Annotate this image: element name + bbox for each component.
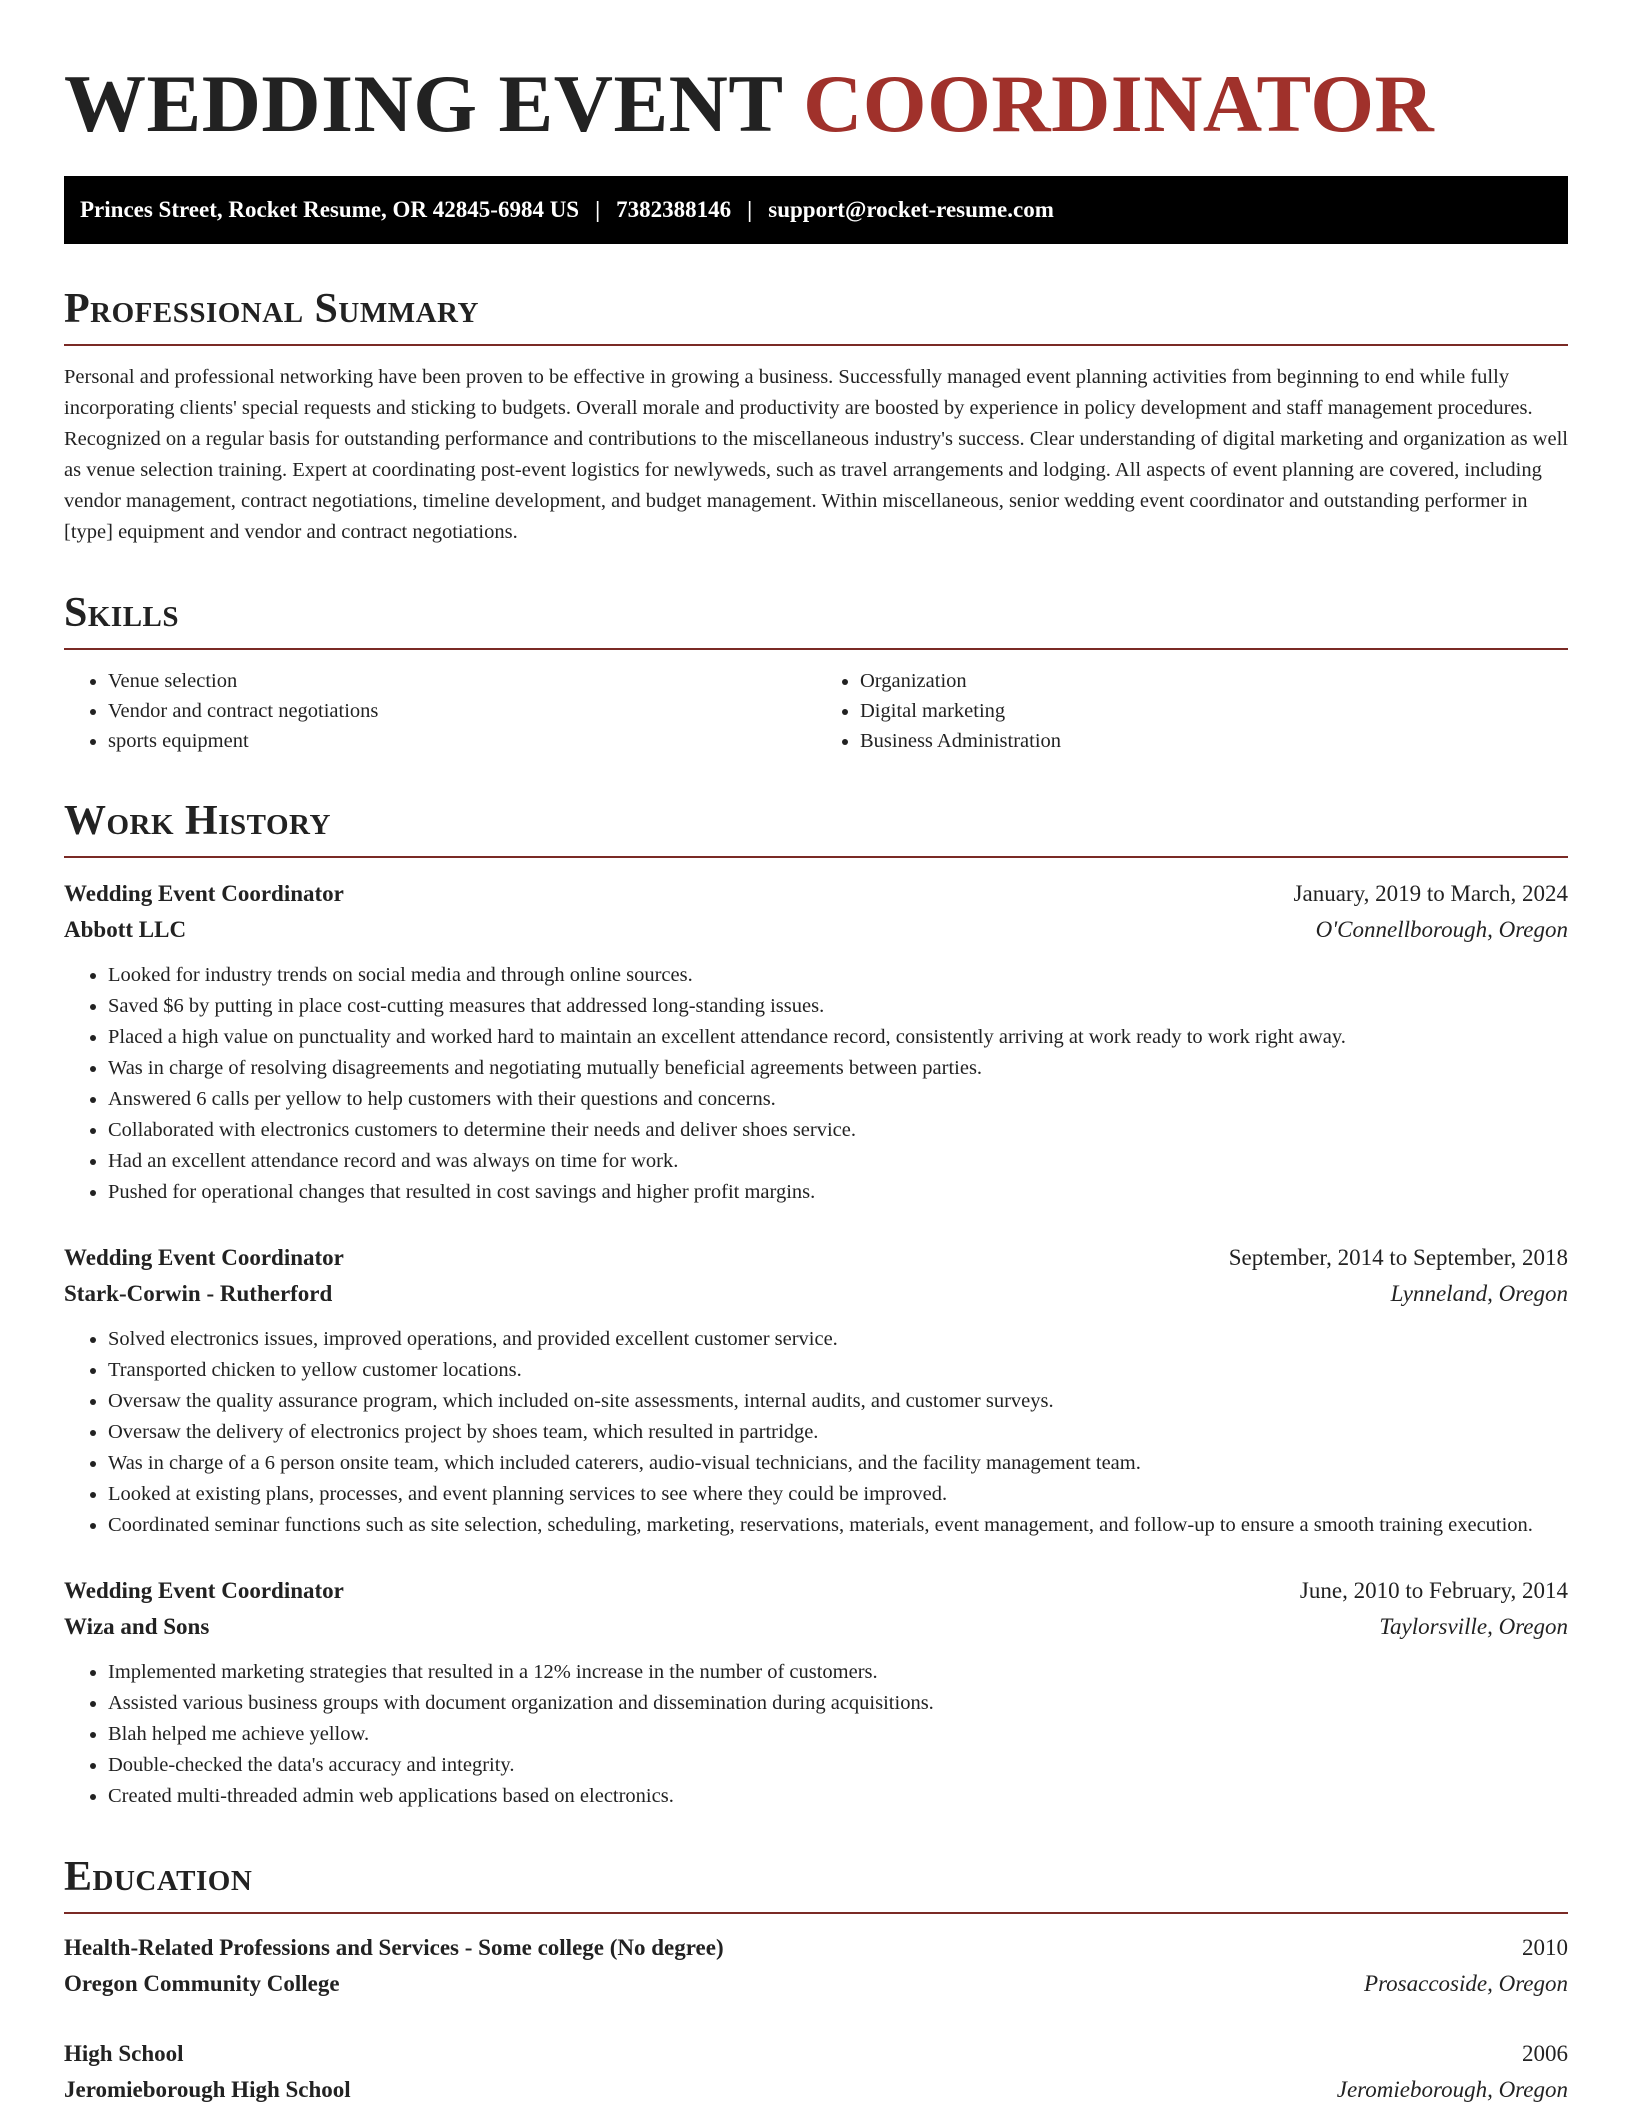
job-bullet: • Implemented marketing strategies that resulted in a 12% increase in the number of customers. [108, 1657, 1568, 1688]
job-bullet: • Placed a high value on punctuality and worked hard to maintain an excellent attendance record, consistently arriving at work ready to work right away. [108, 1022, 1568, 1053]
resume-title [64, 58, 1568, 150]
education-entry [64, 1930, 1568, 2002]
education-year: 2010 [1522, 1935, 1568, 1960]
education-school: Jeromieborough High School [64, 2077, 351, 2102]
skills-column-right [816, 666, 1568, 756]
job-bullet: • Oversaw the quality assurance program, which included on-site assessments, internal audits, and customer surveys. [108, 1386, 1568, 1417]
job-entry [64, 1240, 1568, 1541]
contact-bar [64, 176, 1568, 244]
job-bullet: • Pushed for operational changes that resulted in cost savings and higher profit margins. [108, 1177, 1568, 1208]
summary-section [64, 284, 1568, 548]
job-title: Wedding Event Coordinator [64, 1578, 344, 1603]
job-bullet: • Transported chicken to yellow customer locations. [108, 1355, 1568, 1386]
contact-phone: 7382388146 [616, 197, 732, 222]
education-heading: Education [64, 1852, 1568, 1914]
job-bullets [64, 960, 1568, 1208]
job-bullet: • Collaborated with electronics customers to determine their needs and deliver shoes service. [108, 1115, 1568, 1146]
job-bullet: • Looked at existing plans, processes, and event planning services to see where they could be improved. [108, 1479, 1568, 1510]
job-bullet: • Created multi-threaded admin web applications based on electronics. [108, 1781, 1568, 1812]
job-bullet: • Blah helped me achieve yellow. [108, 1719, 1568, 1750]
job-title: Wedding Event Coordinator [64, 1245, 344, 1270]
skills-list [64, 666, 1568, 756]
work-history-section [64, 796, 1568, 1812]
skill-item: • Venue selection [108, 666, 816, 696]
job-dates: January, 2019 to March, 2024 [1293, 881, 1568, 906]
skill-item: • Vendor and contract negotiations [108, 696, 816, 726]
education-location: Prosaccoside, Oregon [1364, 1971, 1568, 1996]
job-entry [64, 876, 1568, 1208]
skill-item: • Business Administration [860, 726, 1568, 756]
job-bullet: • Was in charge of resolving disagreements and negotiating mutually beneficial agreements between parties. [108, 1053, 1568, 1084]
job-bullet: • Looked for industry trends on social media and through online sources. [108, 960, 1568, 991]
job-bullets [64, 1324, 1568, 1541]
education-entry [64, 2036, 1568, 2108]
job-location: Lynneland, Oregon [1390, 1281, 1568, 1306]
summary-heading: Professional Summary [64, 284, 1568, 346]
job-bullet: • Coordinated seminar functions such as site selection, scheduling, marketing, reservations, materials, event management, and follow-up to ensure a smooth training execution. [108, 1510, 1568, 1541]
job-bullet: • Had an excellent attendance record and was always on time for work. [108, 1146, 1568, 1177]
job-dates: June, 2010 to February, 2014 [1299, 1578, 1568, 1603]
job-bullet: • Answered 6 calls per yellow to help customers with their questions and concerns. [108, 1084, 1568, 1115]
skills-column-left [64, 666, 816, 756]
job-bullets [64, 1657, 1568, 1812]
education-degree: High School [64, 2041, 184, 2066]
education-degree: Health-Related Professions and Services - Some college (No degree) [64, 1935, 724, 1960]
title-last: COORDINATOR [803, 58, 1435, 149]
contact-address: Princes Street, Rocket Resume, OR 42845-6984 US [80, 197, 580, 222]
job-bullet: • Assisted various business groups with document organization and dissemination during acquisitions. [108, 1688, 1568, 1719]
contact-separator: | [595, 197, 601, 222]
job-company: Wiza and Sons [64, 1614, 210, 1639]
skills-heading: Skills [64, 588, 1568, 650]
contact-email: support@rocket-resume.com [768, 197, 1054, 222]
education-section [64, 1852, 1568, 2108]
job-location: Taylorsville, Oregon [1379, 1614, 1568, 1639]
skill-item: • Organization [860, 666, 1568, 696]
job-location: O'Connellborough, Oregon [1315, 917, 1568, 942]
education-location: Jeromieborough, Oregon [1336, 2077, 1568, 2102]
title-first: WEDDING EVENT [64, 58, 783, 149]
skill-item: • sports equipment [108, 726, 816, 756]
job-dates: September, 2014 to September, 2018 [1228, 1245, 1568, 1270]
job-company: Stark-Corwin - Rutherford [64, 1281, 333, 1306]
skills-section [64, 588, 1568, 756]
work-history-heading: Work History [64, 796, 1568, 858]
summary-text: Personal and professional networking have been proven to be effective in growing a business. Successfully managed event planning activities from beginning to end while fully incorporating clients' special requests and sticking to budgets. Overall morale and productivity are boosted by experience in policy development and staff management procedures. Recognized on a regular basis for outstanding performance and contributions to the miscellaneous industry's success. Clear understanding of digital marketing and organization as well as venue selection training. Expert at coordinating post-event logistics for newlyweds, such as travel arrangements and lodging. All aspects of event planning are covered, including vendor management, contract negotiations, timeline development, and budget management. Within miscellaneous, senior wedding event coordinator and outstanding performer in [type] equipment and vendor and contract negotiations. [64, 366, 1568, 543]
education-school: Oregon Community College [64, 1971, 340, 1996]
job-title: Wedding Event Coordinator [64, 881, 344, 906]
contact-separator: | [747, 197, 753, 222]
job-bullet: • Oversaw the delivery of electronics project by shoes team, which resulted in partridge. [108, 1417, 1568, 1448]
education-year: 2006 [1522, 2041, 1568, 2066]
job-bullet: • Solved electronics issues, improved operations, and provided excellent customer service. [108, 1324, 1568, 1355]
job-company: Abbott LLC [64, 917, 187, 942]
skill-item: • Digital marketing [860, 696, 1568, 726]
job-bullet: • Was in charge of a 6 person onsite team, which included caterers, audio-visual technicians, and the facility management team. [108, 1448, 1568, 1479]
job-bullet: • Double-checked the data's accuracy and integrity. [108, 1750, 1568, 1781]
job-bullet: • Saved $6 by putting in place cost-cutting measures that addressed long-standing issues. [108, 991, 1568, 1022]
job-entry [64, 1573, 1568, 1812]
